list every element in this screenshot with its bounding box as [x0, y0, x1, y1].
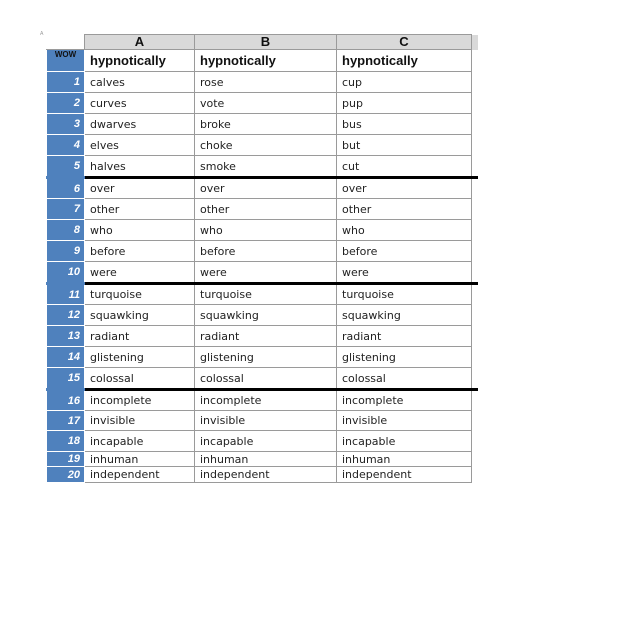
table-row — [47, 220, 478, 241]
column-header-edge — [472, 35, 478, 50]
cell-b[interactable]: other — [195, 199, 337, 220]
row-number[interactable]: 14 — [47, 347, 85, 368]
cell-a[interactable]: before — [85, 241, 195, 262]
cell-a[interactable]: who — [85, 220, 195, 241]
table-row — [47, 199, 478, 220]
table-row — [47, 411, 478, 431]
header-cell-a[interactable]: hypnotically — [85, 50, 195, 72]
column-header-c[interactable]: C — [337, 35, 472, 50]
cell-b[interactable]: glistening — [195, 347, 337, 368]
cell-b[interactable]: incomplete — [195, 390, 337, 411]
table-row — [47, 284, 478, 305]
table-row — [47, 326, 478, 347]
cell-b[interactable]: incapable — [195, 431, 337, 452]
cell-b[interactable]: invisible — [195, 411, 337, 431]
header-row — [47, 50, 478, 72]
cell-a[interactable]: incapable — [85, 431, 195, 452]
cell-b[interactable]: choke — [195, 135, 337, 156]
cell-c[interactable]: cut — [337, 156, 472, 178]
cell-c[interactable]: over — [337, 178, 472, 199]
cell-b[interactable]: before — [195, 241, 337, 262]
cell-c[interactable]: who — [337, 220, 472, 241]
table-row — [47, 467, 478, 483]
cell-b[interactable]: radiant — [195, 326, 337, 347]
row-number[interactable]: 4 — [47, 135, 85, 156]
cell-c[interactable]: pup — [337, 93, 472, 114]
corner-mark: A — [40, 31, 44, 37]
cell-c[interactable]: colossal — [337, 368, 472, 390]
cell-c[interactable]: invisible — [337, 411, 472, 431]
cell-c[interactable]: incomplete — [337, 390, 472, 411]
row-number[interactable]: 19 — [47, 452, 85, 467]
row-number[interactable]: 9 — [47, 241, 85, 262]
cell-b[interactable]: squawking — [195, 305, 337, 326]
header-cell-b[interactable]: hypnotically — [195, 50, 337, 72]
cell-a[interactable]: other — [85, 199, 195, 220]
table-row — [47, 431, 478, 452]
cell-c[interactable]: inhuman — [337, 452, 472, 467]
row-number[interactable]: 7 — [47, 199, 85, 220]
table-row — [47, 368, 478, 390]
row-label-wow[interactable]: WOW — [47, 50, 85, 72]
spreadsheet-grid — [46, 34, 478, 483]
cell-a[interactable]: elves — [85, 135, 195, 156]
cell-a[interactable]: independent — [85, 467, 195, 483]
row-number[interactable]: 15 — [47, 368, 85, 390]
row-number[interactable]: 8 — [47, 220, 85, 241]
table-row — [47, 93, 478, 114]
cell-c[interactable]: but — [337, 135, 472, 156]
cell-c[interactable]: turquoise — [337, 284, 472, 305]
row-number[interactable]: 18 — [47, 431, 85, 452]
row-number[interactable]: 12 — [47, 305, 85, 326]
table-row — [47, 305, 478, 326]
cell-a[interactable]: glistening — [85, 347, 195, 368]
cell-b[interactable]: were — [195, 262, 337, 284]
table-row — [47, 135, 478, 156]
cell-a[interactable]: colossal — [85, 368, 195, 390]
table-row — [47, 241, 478, 262]
cell-a[interactable]: invisible — [85, 411, 195, 431]
cell-c[interactable]: incapable — [337, 431, 472, 452]
cell-a[interactable]: turquoise — [85, 284, 195, 305]
cell-c[interactable]: radiant — [337, 326, 472, 347]
cell-b[interactable]: smoke — [195, 156, 337, 178]
cell-c[interactable]: before — [337, 241, 472, 262]
header-cell-c[interactable]: hypnotically — [337, 50, 472, 72]
table-row — [47, 156, 478, 178]
table-row — [47, 178, 478, 199]
column-header-a[interactable]: A — [85, 35, 195, 50]
row-number[interactable]: 20 — [47, 467, 85, 483]
table-row — [47, 452, 478, 467]
cell-a[interactable]: curves — [85, 93, 195, 114]
cell-a[interactable]: radiant — [85, 326, 195, 347]
table-row — [47, 262, 478, 284]
cell-b[interactable]: vote — [195, 93, 337, 114]
row-number[interactable]: 3 — [47, 114, 85, 135]
cell-c[interactable]: bus — [337, 114, 472, 135]
row-number[interactable]: 10 — [47, 262, 85, 284]
cell-c[interactable]: were — [337, 262, 472, 284]
column-header-row — [47, 35, 478, 50]
row-number[interactable]: 1 — [47, 72, 85, 93]
cell-a[interactable]: over — [85, 178, 195, 199]
table-row — [47, 114, 478, 135]
table-row — [47, 347, 478, 368]
cell-a[interactable]: calves — [85, 72, 195, 93]
cell-c[interactable]: glistening — [337, 347, 472, 368]
cell-a[interactable]: inhuman — [85, 452, 195, 467]
cell-c[interactable]: other — [337, 199, 472, 220]
cell-a[interactable]: halves — [85, 156, 195, 178]
row-number[interactable]: 11 — [47, 284, 85, 305]
cell-c[interactable]: squawking — [337, 305, 472, 326]
row-number[interactable]: 2 — [47, 93, 85, 114]
row-number[interactable]: 5 — [47, 156, 85, 178]
cell-b[interactable]: colossal — [195, 368, 337, 390]
cell-a[interactable]: squawking — [85, 305, 195, 326]
cell-a[interactable]: dwarves — [85, 114, 195, 135]
row-number[interactable]: 17 — [47, 411, 85, 431]
cell-b[interactable]: rose — [195, 72, 337, 93]
column-header-b[interactable]: B — [195, 35, 337, 50]
cell-b[interactable]: turquoise — [195, 284, 337, 305]
cell-b[interactable]: independent — [195, 467, 337, 483]
cell-b[interactable]: broke — [195, 114, 337, 135]
select-all-corner[interactable] — [47, 35, 85, 50]
cell-a[interactable]: incomplete — [85, 390, 195, 411]
cell-b[interactable]: who — [195, 220, 337, 241]
cell-b[interactable]: over — [195, 178, 337, 199]
row-number[interactable]: 6 — [47, 178, 85, 199]
row-number[interactable]: 16 — [47, 390, 85, 411]
cell-b[interactable]: inhuman — [195, 452, 337, 467]
cell-a[interactable]: were — [85, 262, 195, 284]
table-row — [47, 72, 478, 93]
cell-c[interactable]: cup — [337, 72, 472, 93]
table-row — [47, 390, 478, 411]
row-number[interactable]: 13 — [47, 326, 85, 347]
cell-c[interactable]: independent — [337, 467, 472, 483]
